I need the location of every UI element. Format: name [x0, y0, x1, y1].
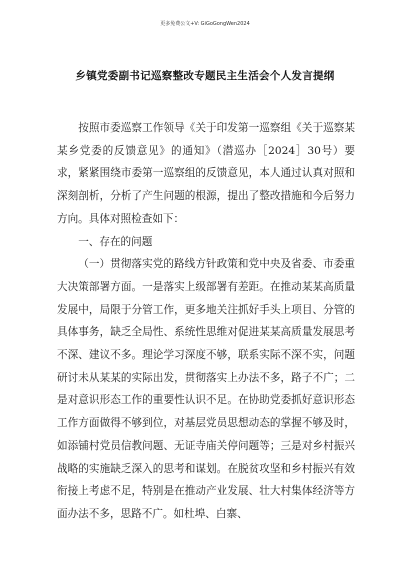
- body-paragraph: （一）贯彻落实党的路线方针政策和党中央及省委、市委重大决策部署方面。一是落实上级部署有差距。在推动某某高质量发展中，局限于分管工作，更多地关注抓好手头上项目、分管的具体事务，缺乏全局性、系统性思维对促进某某高质量发展思考不深、建议不多。理论学习深度不够，联系实际不深不实，问题研讨未从某某的实际出发，贯彻落实上办法不多，路子不广；二是对意识形态工作的重要性认识不足。在协助党委抓好意识形态工作方面做得不够到位，对基层党员思想动态的掌握不够及时，如添铺村党员信教问题、无证寺庙关停问题等；三是对乡村振兴战略的实施缺乏深入的思考和谋划。在脱贫攻坚和乡村振兴有效衔接上考虑不足，特别是在推动产业发展、壮大村集体经济等方面办法不多，思路不广。如杜埠、白寨、: [57, 258, 355, 520]
- section-heading: 一、存在的问题: [78, 235, 153, 248]
- document-body: [57, 117, 355, 526]
- document-title: 乡镇党委副书记巡察整改专题民主生活会个人发言提纲: [75, 70, 335, 82]
- header-note: 更多免费公文+V: GiGoGongWen2024: [160, 21, 250, 27]
- intro-paragraph: 按照市委巡察工作领导《关于印发第一巡察组《关于巡察某某乡党委的反馈意见》的通知》（潜巡办［2024］30号）要求，紧紧围绕市委第一巡察组的反馈意见，本人通过认真对照和深刻剖析，分析了产生问题的根源，提出了整改措施和今后努力方向。具体对照检查如下：: [57, 122, 355, 225]
